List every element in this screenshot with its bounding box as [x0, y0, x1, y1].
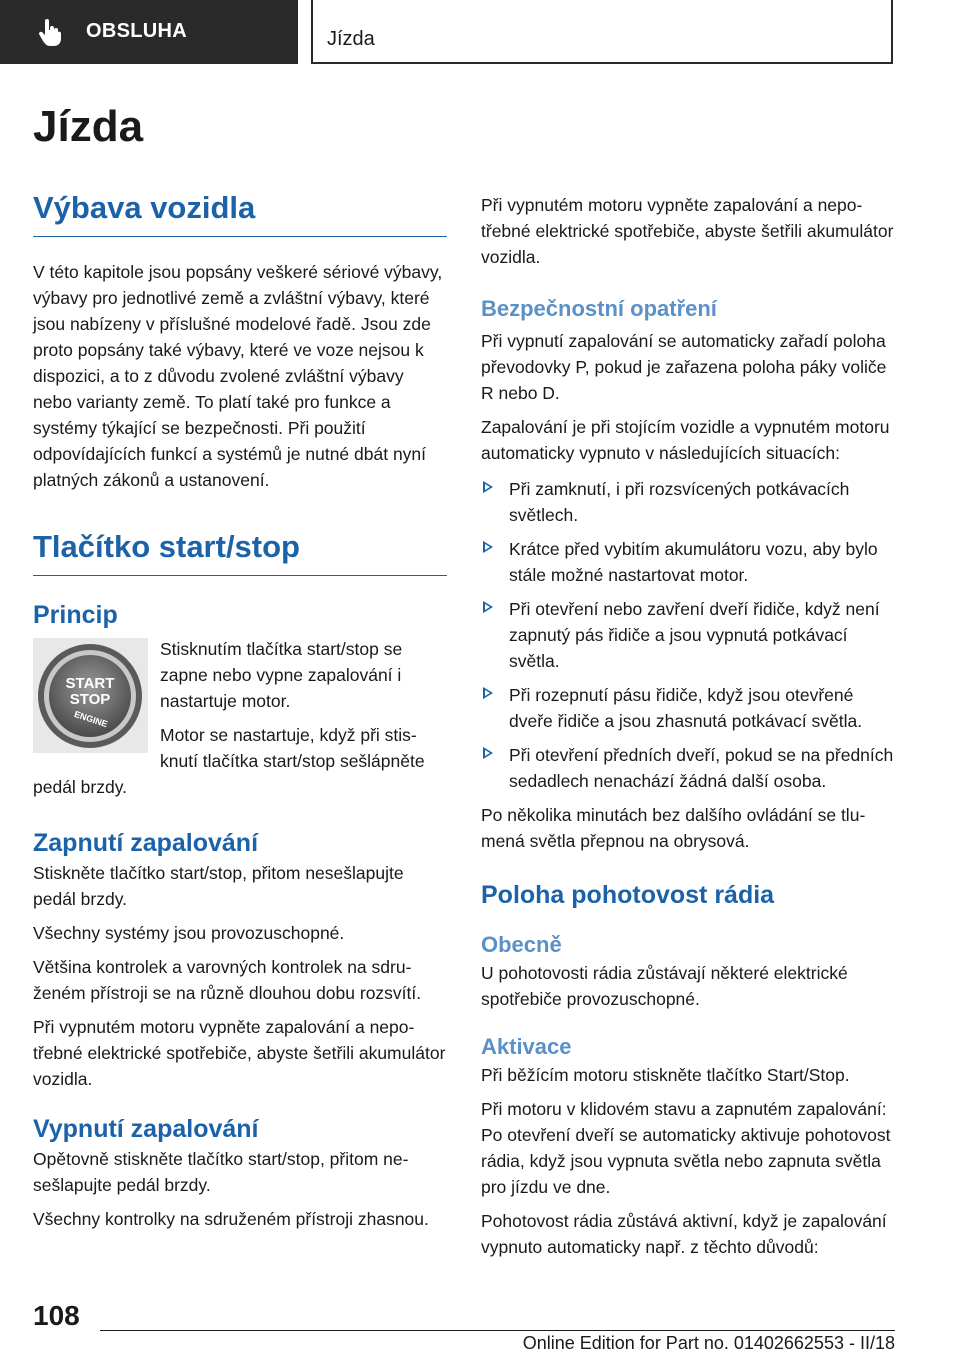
- paragraph: Po několika minutách bez dalšího ovládání se tlumená světla přepnou na obrysová.: [481, 805, 866, 851]
- paragraph: Stiskněte tlačítko start/stop, přitom nesešlapujte pedál brzdy.: [33, 863, 404, 909]
- page-title: Jízda: [33, 102, 144, 151]
- button-text-stop: STOP: [69, 691, 111, 708]
- breadcrumb: [311, 0, 893, 64]
- paragraph: Pohotovost rádia zůstává aktivní, když je zapalování vypnuto automaticky např. z těchto důvodů:: [481, 1211, 887, 1257]
- page-number: 108: [33, 1300, 80, 1331]
- button-text-start: START: [65, 675, 115, 692]
- list-item: Při zamknutí, i při rozsvícených potkávacích světlech.: [481, 476, 895, 528]
- paragraph: Opětovně stiskněte tlačítko start/stop, přitom nesešlapujte pedál brzdy.: [33, 1149, 409, 1195]
- list-item: Krátce před vybitím akumulátoru vozu, aby bylo stále možné nastartovat motor.: [481, 536, 895, 588]
- princip-block: [33, 636, 447, 800]
- paragraph: Většina kontrolek a varovných kontrolek na sdruženém přístroji se na různě dlouhou dobu rozsvítí.: [33, 957, 422, 1003]
- start-stop-button-image: [33, 638, 148, 753]
- paragraph: Všechny systémy jsou provozuschopné.: [33, 923, 345, 943]
- edition-note: Online Edition for Part no. 01402662553 - II/18: [522, 1333, 895, 1353]
- paragraph: Při vypnutém motoru vypněte zapalování a nepotřebné elektrické spotřebiče, abyste šetřili akumulátor vozidla.: [481, 195, 894, 267]
- triangle-bullet-icon: [483, 541, 493, 553]
- section-title-start-stop: Tlačítko start/stop: [33, 527, 447, 576]
- subsection-title-obecne: Obecně: [481, 932, 562, 957]
- section-title-vybava: Výbava vozidla: [33, 188, 447, 237]
- paragraph: Zapalování je při stojícím vozidle a vypnutém motoru automaticky vypnuto v následujících situacích:: [481, 417, 890, 463]
- list-item: Při otevření nebo zavření dveří řidiče, když není zapnutý pás řidiče a jsou vypnutá potkávací světla.: [481, 596, 895, 674]
- footer-divider: [100, 1330, 895, 1331]
- list-item: Při rozepnutí pásu řidiče, když jsou otevřené dveře řidiče a jsou zhasnutá potkávací světla.: [481, 682, 895, 734]
- list-item: Při otevření předních dveří, pokud se na předních sedadlech nenachází žádná další osoba.: [481, 742, 895, 794]
- start-stop-engine-icon: [33, 638, 148, 753]
- subsection-title-bezpecnost: Bezpečnostní opatření: [481, 296, 717, 321]
- paragraph: Všechny kontrolky na sdruženém přístroji zhasnou.: [33, 1209, 429, 1229]
- subsection-title-aktivace: Aktivace: [481, 1034, 572, 1059]
- triangle-bullet-icon: [483, 687, 493, 699]
- subsection-title-vypnuti: Vypnutí zapalování: [33, 1115, 259, 1143]
- left-column: [33, 188, 447, 1232]
- triangle-bullet-icon: [483, 601, 493, 613]
- paragraph: Při vypnutí zapalování se automaticky zařadí poloha převodovky P, pokud je zařazena poloha páky voliče R nebo D.: [481, 331, 887, 403]
- button-text-engine: ENGINE: [72, 709, 109, 730]
- paragraph: Při motoru v klidovém stavu a zapnutém zapalování: Po otevření dveří se automaticky aktivuje pohotovost rádia, když jsou vypnuta světla nebo zapnuta světla pro jízdu ve dne.: [481, 1099, 891, 1197]
- breadcrumb-label: Jízda: [327, 28, 375, 50]
- paragraph: Při vypnutém motoru vypněte zapalování a nepotřebné elektrické spotřebiče, abyste šetřili akumulátor vozidla.: [33, 1017, 446, 1089]
- section-tab[interactable]: [0, 0, 298, 64]
- section-tab-label: OBSLUHA: [86, 20, 187, 42]
- subsection-title-princip: Princip: [33, 601, 118, 629]
- paragraph: Při běžícím motoru stiskněte tlačítko Start/Stop.: [481, 1065, 850, 1085]
- triangle-bullet-icon: [483, 747, 493, 759]
- triangle-bullet-icon: [483, 481, 493, 493]
- right-column: [481, 188, 895, 1260]
- subsection-title-zapnuti: Zapnutí zapalování: [33, 829, 259, 857]
- subsection-title-pohotovost: Poloha pohotovost rádia: [481, 881, 775, 909]
- hand-pointer-icon: [38, 19, 62, 47]
- paragraph: Stisknutím tlačítka start/stop se zapne nebo vypne zapalování i nastartuje motor.: [160, 639, 403, 711]
- paragraph: V této kapitole jsou popsány veškeré sériové výbavy, výbavy pro jednotlivé země a zvláštní výbavy, které jsou nabízeny v příslušné modelové řadě. Jsou zde proto popsány také výbavy, které ve voze nejsou k dispozici, a to z důvodu zvolené zvláštní výbavy nebo varianty země. To platí také pro funkce a systémy týkající se bezpečnosti. Při použití odpovídajících funkcí a systémů je nutné dbát nyní platných zákonů a ustanovení.: [33, 262, 443, 490]
- paragraph: Motor se nastartuje, když při stisknutí tlačítka start/stop sešlápněte pedál brzdy.: [33, 725, 425, 797]
- situations-list: [481, 476, 895, 794]
- paragraph: U pohotovosti rádia zůstávají některé elektrické spotřebiče provozuschopné.: [481, 963, 848, 1009]
